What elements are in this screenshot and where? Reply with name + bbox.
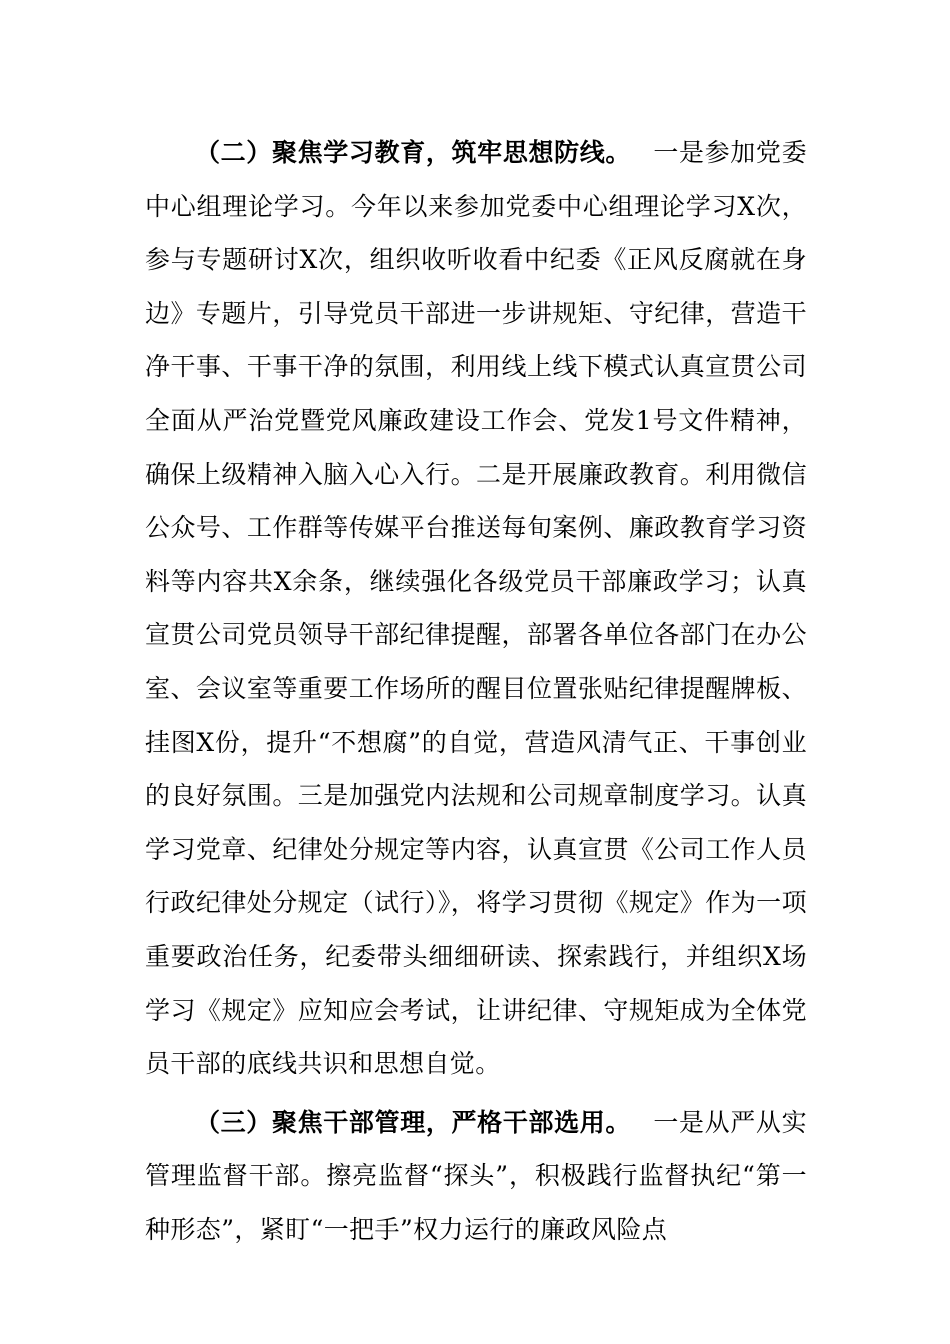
paragraph-study-education xyxy=(145,126,807,1091)
section-heading-cadre-management: （三）聚焦干部管理，严格干部选用。 xyxy=(195,1107,632,1137)
section-heading-study-education: （二）聚焦学习教育，筑牢思想防线。 xyxy=(195,138,632,167)
paragraph-cadre-management xyxy=(145,1096,807,1257)
document-body xyxy=(145,126,807,1256)
paragraph-body-study-education: 一是参加党委中心组理论学习。今年以来参加党委中心组理论学习X次，参与专题研讨X次，组织收听收看中纪委《正风反腐就在身边》专题片，引导党员干部进一步讲规矩、守纪律，营造干净干事、干事干净的氛围，利用线上线下模式认真宣贯公司全面从严治党暨党风廉政建设工作会、党发1号文件精神，确保上级精神入脑入心入行。二是开展廉政教育。利用微信公众号、工作群等传媒平台推送每旬案例、廉政教育学习资料等内容共X余条，继续强化各级党员干部廉政学习；认真宣贯公司党员领导干部纪律提醒，部署各单位各部门在办公室、会议室等重要工作场所的醒目位置张贴纪律提醒牌板、挂图X份，提升“不想腐”的自觉，营造风清气正、干事创业的良好氛围。三是加强党内法规和公司规章制度学习。认真学习党章、纪律处分规定等内容，认真宣贯《公司工作人员行政纪律处分规定（试行）》，将学习贯彻《规定》作为一项重要政治任务，纪委带头细细研读、探索践行，并组织X场学习《规定》应知应会考试，让讲纪律、守规矩成为全体党员干部的底线共识和思想自觉。 xyxy=(145,138,807,1079)
paragraph-body-cadre-management: 一是从严从实管理监督干部。擦亮监督“探头”，积极践行监督执纪“第一种形态”，紧盯“一把手”权力运行的廉政风险点 xyxy=(145,1107,807,1244)
